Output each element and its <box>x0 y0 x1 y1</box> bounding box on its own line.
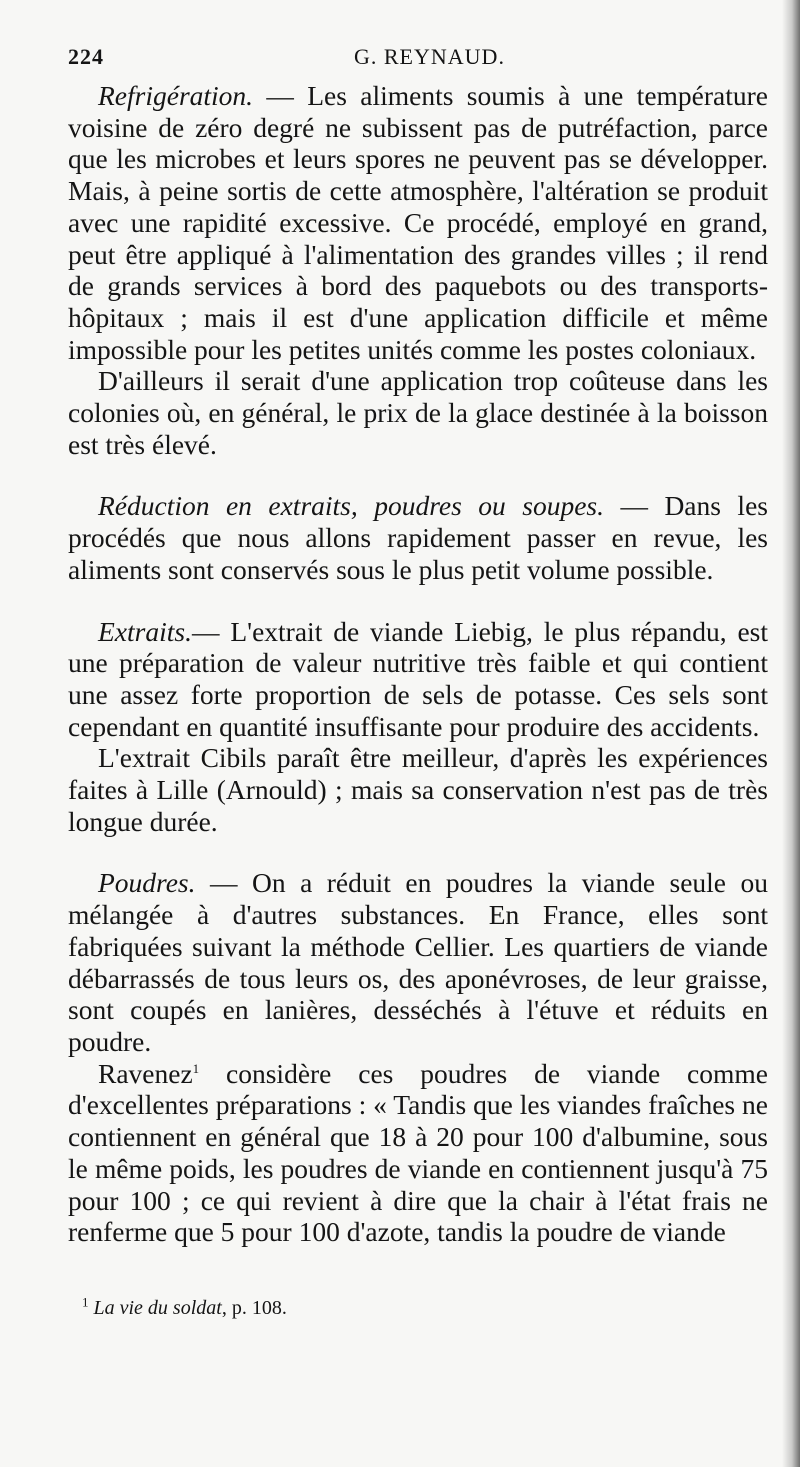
paragraph-reduction <box>68 490 768 585</box>
running-head: G. REYNAUD. <box>354 44 505 69</box>
paragraph-text: Ravenez <box>98 1057 193 1089</box>
paragraph-extraits <box>68 616 768 743</box>
footnote <box>82 1296 762 1320</box>
section-title-refrigeration: Refrigération. <box>98 80 254 111</box>
footnote-mark: 1 <box>82 1294 89 1310</box>
section-title-extraits: Extraits. <box>98 615 192 647</box>
paragraph-text: — L'extrait de viande Liebig, le plus répandu, est une préparation de valeur nutritive très faible et qui contient une assez forte proportion de sels de potasse. Ces sels sont cependant en quantité insuffisante pour produire des accidents. <box>68 615 768 742</box>
paragraph-text: D'ailleurs il serait d'une application trop coûteuse dans les colonies où, en général, le prix de la glace destinée à la boisson est très élevé. <box>68 365 768 460</box>
paragraph-poudres <box>68 867 768 1057</box>
footnote-reference: 1 <box>192 1060 200 1076</box>
page-edge-shadow <box>782 0 800 1467</box>
footnote-title: La vie du soldat <box>93 1297 222 1319</box>
paragraph-text: L'extrait Cibils paraît être meilleur, d'après les expériences faites à Lille (Arnould) ; mais sa conservation n'est pas de très longue durée. <box>68 742 768 837</box>
section-title-poudres: Poudres. <box>98 867 196 899</box>
paragraph-refrigeration <box>68 80 768 365</box>
paragraph-colonies <box>68 365 768 460</box>
paragraph-text: considère ces poudres de viande comme d'excellentes préparations : « Tandis que les viandes fraîches ne contiennent en général que 18 à 20 pour 100 d'albumine, sous le même poids, les poudres de viande en contiennent jusqu'à 75 pour 100 ; ce qui revient à dire que la chair à l'état frais ne renferme que 5 pour 100 d'azote, tandis la poudre de viande <box>68 1057 768 1248</box>
body-text <box>68 80 768 1248</box>
paragraph-ravenez <box>68 1058 768 1248</box>
footnote-text: , p. 108. <box>221 1297 287 1319</box>
paragraph-text: — Les aliments soumis à une température voisine de zéro degré ne subissent pas de putréfaction, parce que les microbes et leurs spores ne peuvent pas se développer. Mais, à peine sortis de cette atmosphère, l'altération se produit avec une rapidité excessive. Ce procédé, employé en grand, peut être appliqué à l'alimentation des grandes villes ; il rend de grands services à bord des paquebots ou des transports-hôpitaux ; mais il est d'une application difficile et même impossible pour les petites unités comme les postes coloniaux. <box>68 80 768 365</box>
page-number: 224 <box>68 44 104 69</box>
section-title-reduction: Réduction en extraits, poudres ou soupes. <box>98 490 604 522</box>
paragraph-text: — On a réduit en poudres la viande seule ou mélangée à d'autres substances. En France, elles sont fabriquées suivant la méthode Cellier. Les quartiers de viande débarrassés de tous leurs os, des aponévroses, de leur graisse, sont coupés en lanières, desséchés à l'étuve et réduits en poudre. <box>68 867 768 1057</box>
paragraph-text: — Dans les procédés que nous allons rapidement passer en revue, les aliments sont conservés sous le plus petit volume possible. <box>68 490 768 585</box>
page-header <box>68 44 768 76</box>
paragraph-cibils <box>68 742 768 837</box>
